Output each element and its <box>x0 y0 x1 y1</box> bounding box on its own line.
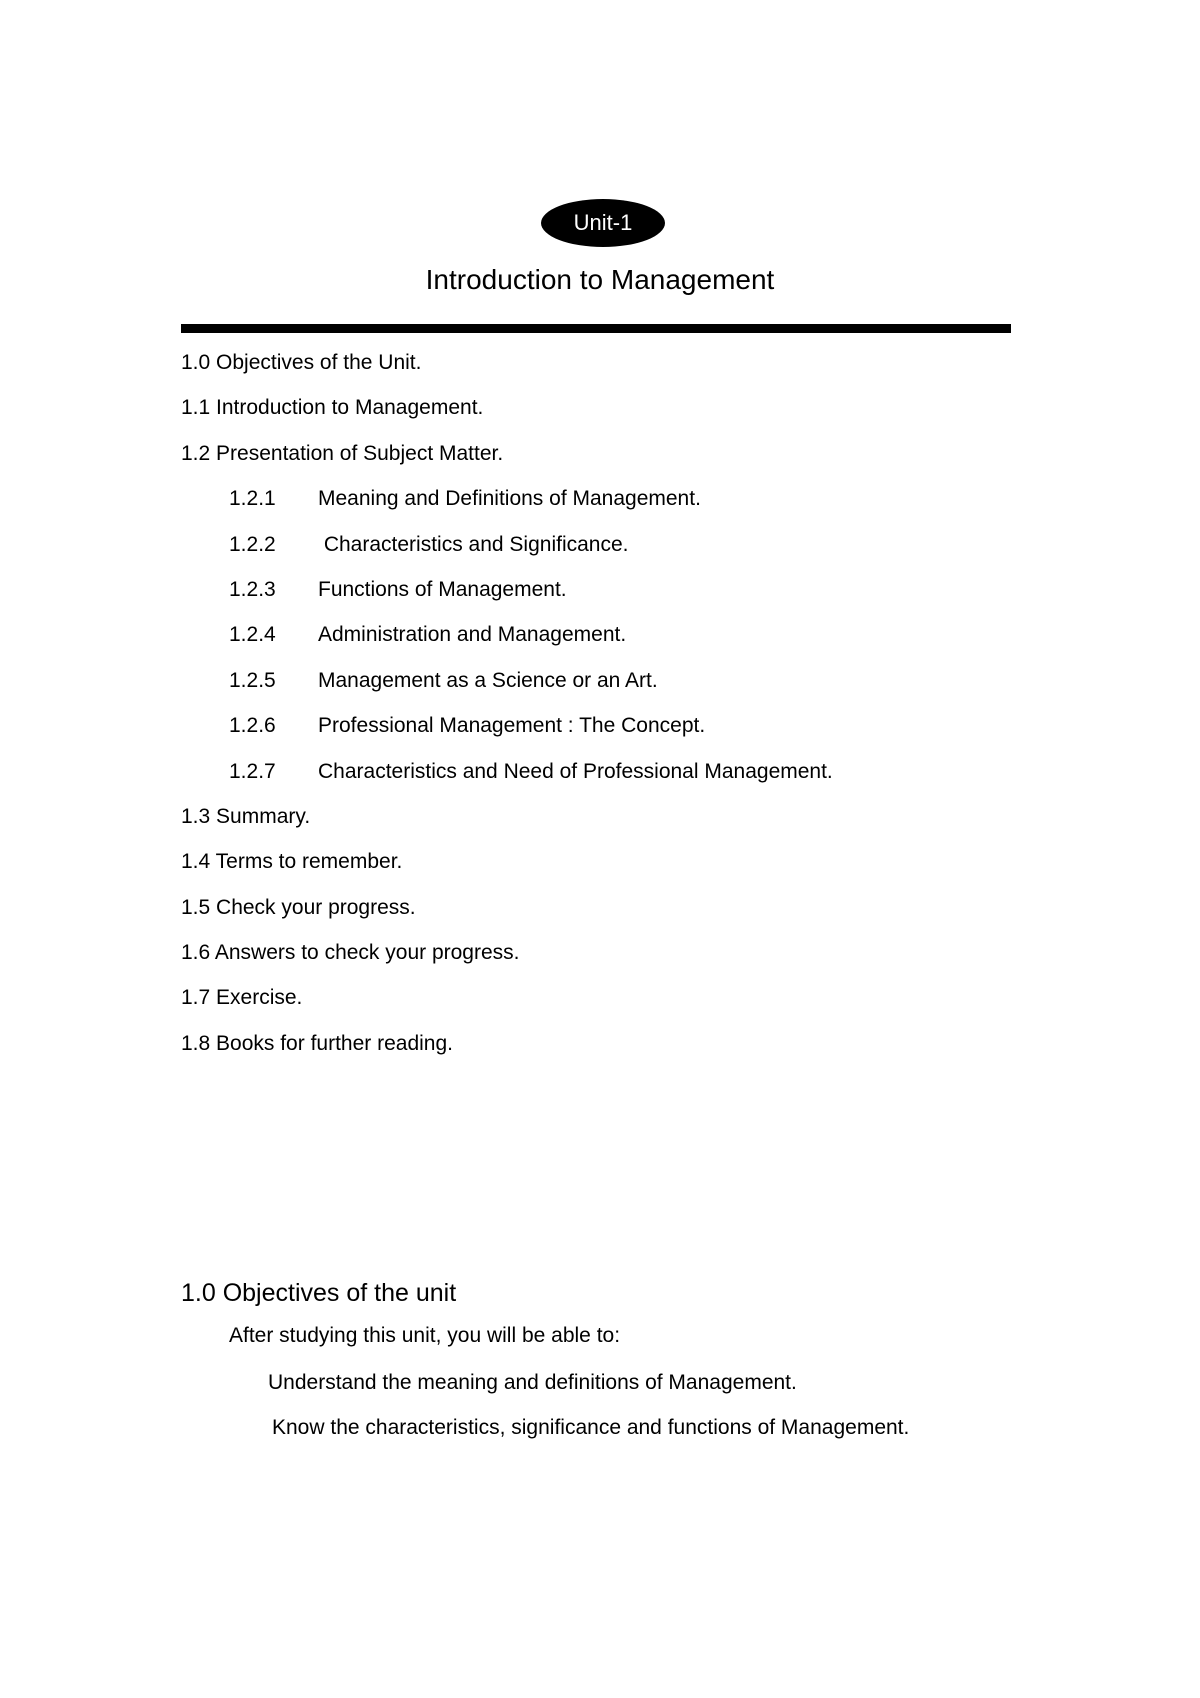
toc-subitem-number: 1.2.2 <box>229 532 276 556</box>
toc-item-label: 1.7 Exercise. <box>181 986 303 1010</box>
table-of-contents <box>181 345 1041 1071</box>
toc-subitem <box>181 572 1041 617</box>
toc-subitem-label: Management as a Science or an Art. <box>318 668 658 692</box>
toc-item-label: 1.3 Summary. <box>181 804 311 828</box>
toc-item-label: 1.1 Introduction to Management. <box>181 396 484 420</box>
toc-item-label: 1.8 Books for further reading. <box>181 1031 453 1055</box>
toc-item <box>181 390 1041 435</box>
objectives-intro: After studying this unit, you will be able to: <box>229 1324 621 1347</box>
toc-subitem <box>181 527 1041 572</box>
toc-item-label: 1.4 Terms to remember. <box>181 850 403 874</box>
toc-subitem-label: Administration and Management. <box>318 623 627 647</box>
toc-subitem-number: 1.2.7 <box>229 759 276 783</box>
toc-subitem-label: Professional Management : The Concept. <box>318 714 706 738</box>
toc-item <box>181 436 1041 481</box>
toc-item-label: 1.6 Answers to check your progress. <box>181 941 520 965</box>
unit-badge: Unit-1 <box>541 199 665 247</box>
toc-item <box>181 799 1041 844</box>
toc-item <box>181 980 1041 1025</box>
toc-item-label: 1.0 Objectives of the Unit. <box>181 351 422 374</box>
toc-subitem <box>181 481 1041 526</box>
toc-item <box>181 1026 1041 1071</box>
toc-subitem-number: 1.2.6 <box>229 714 276 738</box>
toc-item <box>181 890 1041 935</box>
toc-item-label: 1.5 Check your progress. <box>181 895 416 919</box>
toc-subitem-label: Functions of Management. <box>318 577 567 601</box>
page-title: Introduction to Management <box>425 264 775 295</box>
toc-subitem-label: Characteristics and Need of Professional Management. <box>318 759 833 783</box>
toc-item <box>181 935 1041 980</box>
toc-item <box>181 844 1041 889</box>
toc-subitem-label: Meaning and Definitions of Management. <box>318 487 701 511</box>
toc-item <box>181 345 1041 390</box>
toc-subitem <box>181 754 1041 799</box>
toc-subitem-number: 1.2.3 <box>229 577 276 601</box>
toc-subitem <box>181 617 1041 662</box>
toc-item-label: 1.2 Presentation of Subject Matter. <box>181 441 504 465</box>
toc-subitem-label: Characteristics and Significance. <box>318 532 629 556</box>
toc-subitem-number: 1.2.5 <box>229 668 276 692</box>
toc-subitem-number: 1.2.4 <box>229 623 276 647</box>
objective-item: Know the characteristics, significance and functions of Management. <box>272 1416 910 1439</box>
objectives-heading: 1.0 Objectives of the unit <box>181 1279 457 1307</box>
objective-item: Understand the meaning and definitions of Management. <box>268 1371 797 1394</box>
title-divider <box>181 324 1011 333</box>
toc-subitem <box>181 708 1041 753</box>
toc-subitem-number: 1.2.1 <box>229 487 276 511</box>
toc-subitem <box>181 663 1041 708</box>
